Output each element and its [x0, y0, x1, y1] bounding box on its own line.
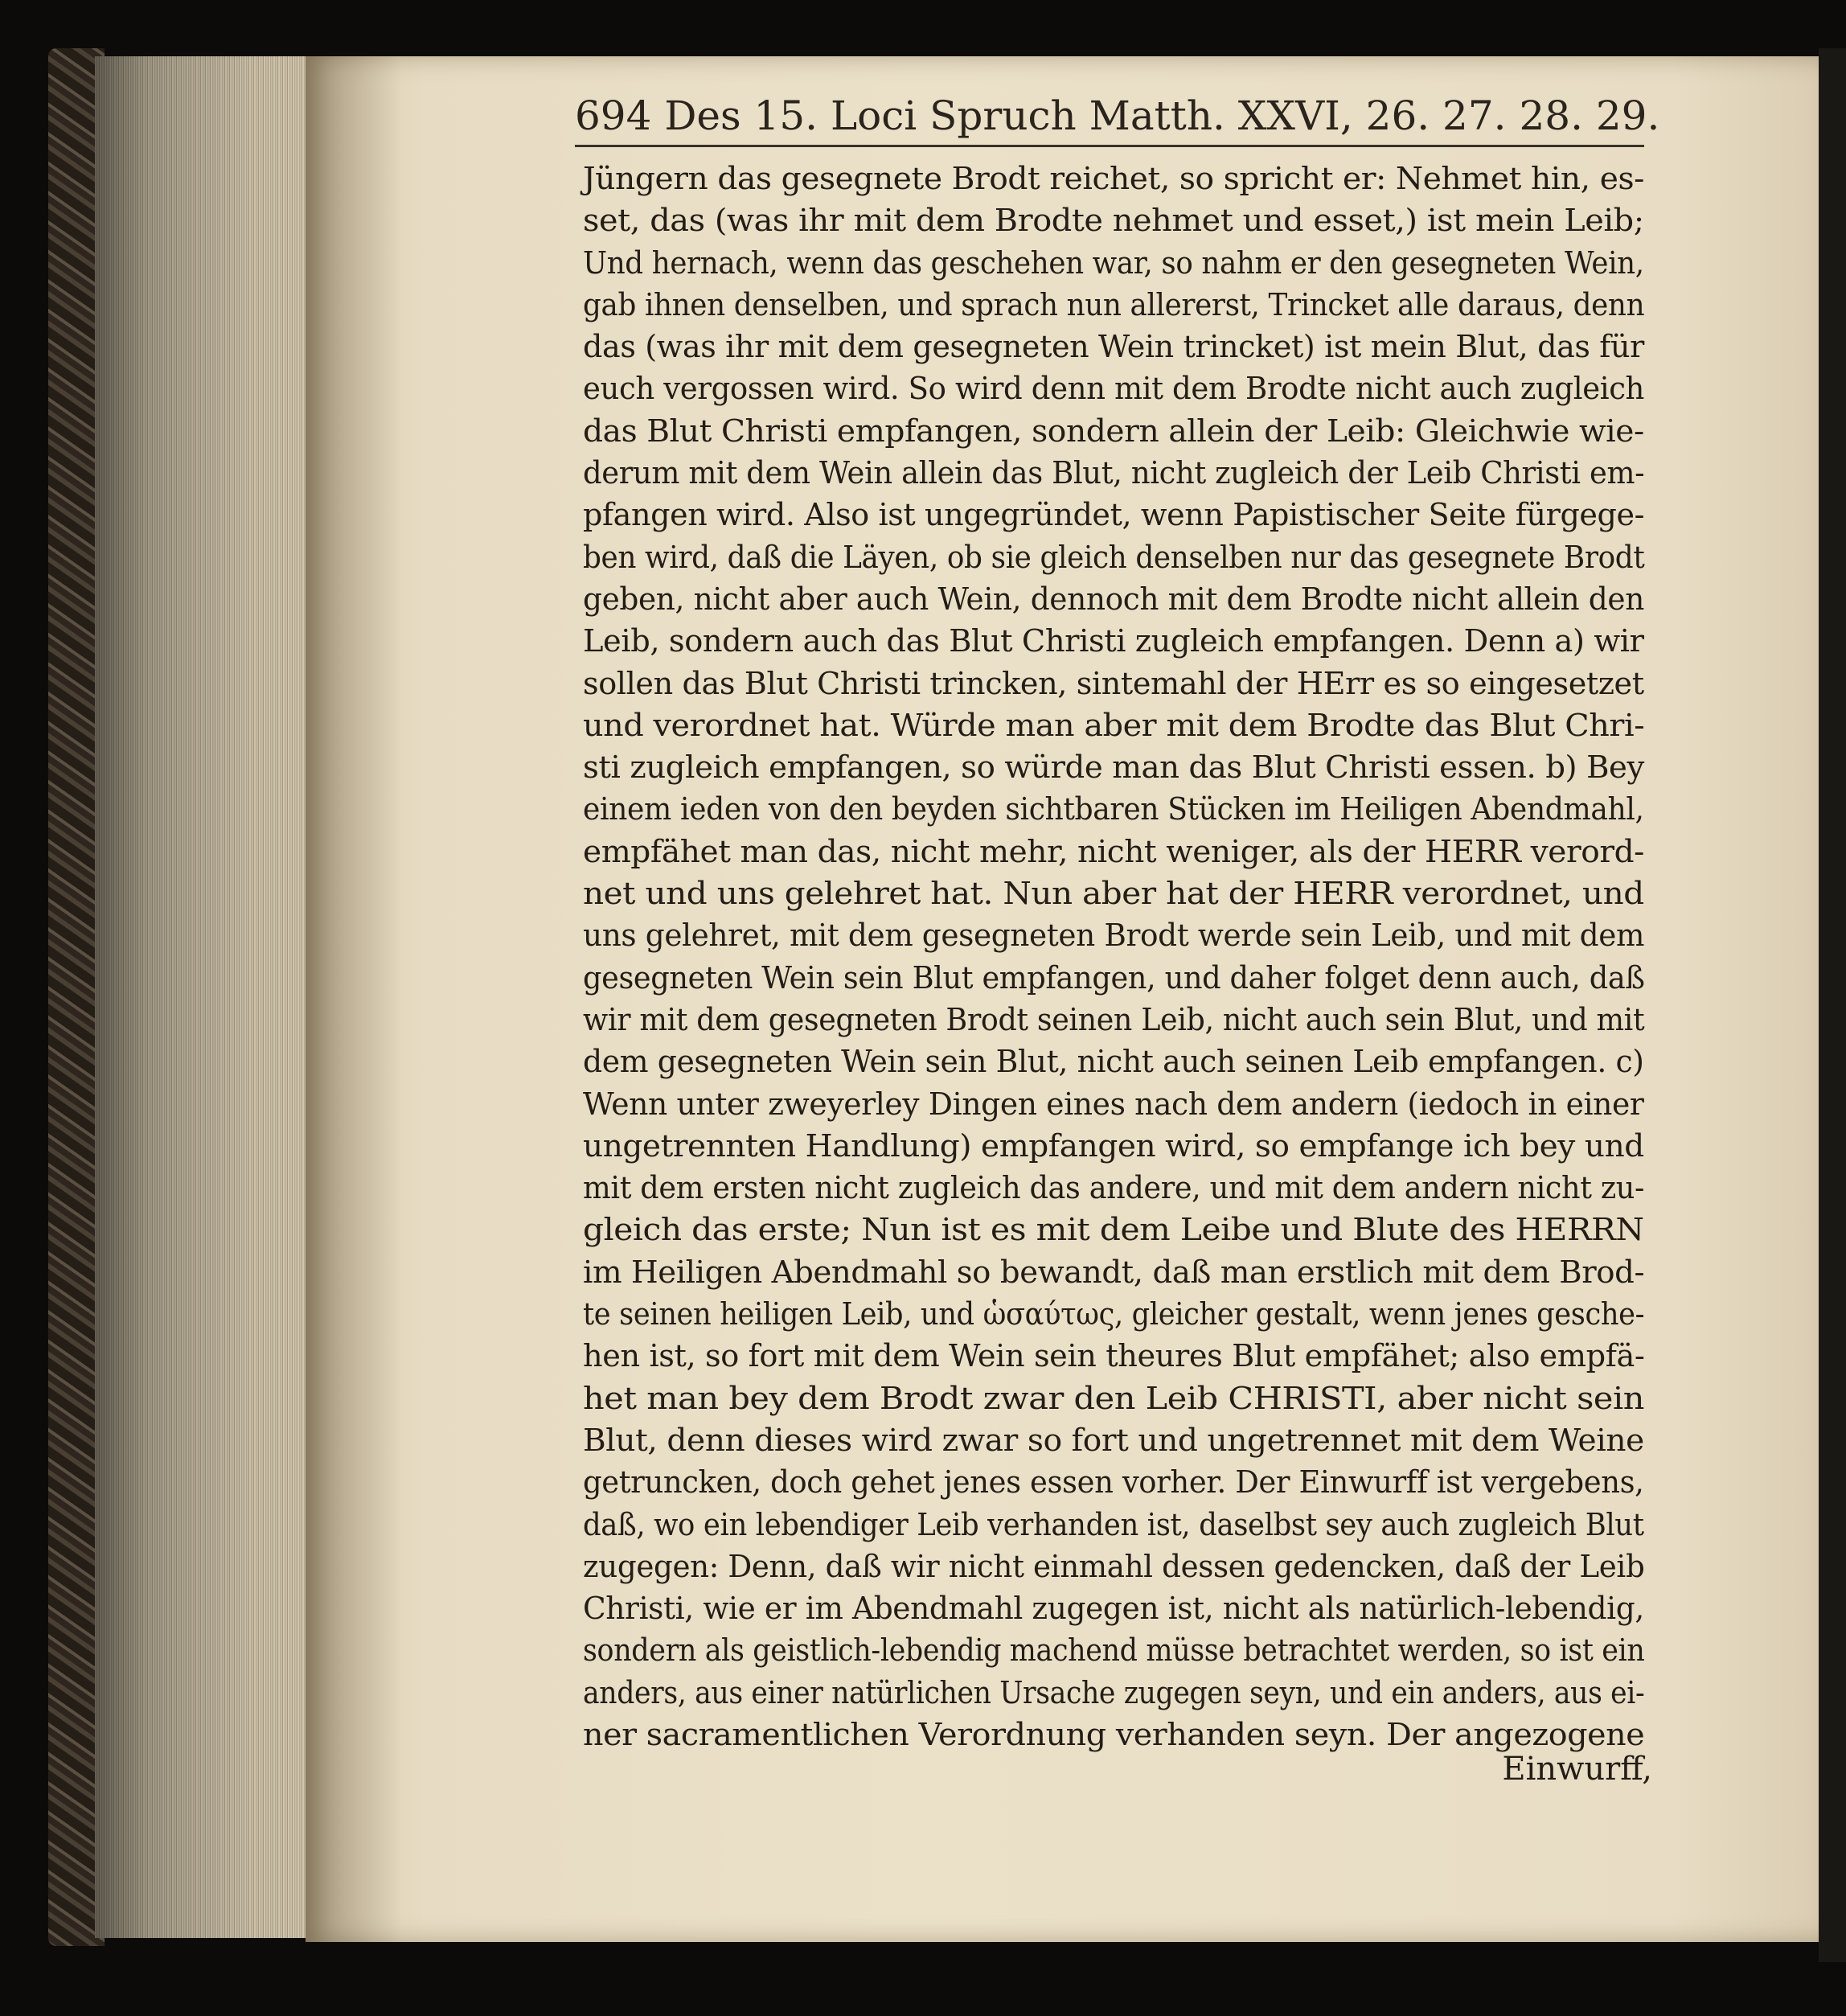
- text-line: getruncken, doch gehet jenes essen vorher. Der Einwurff ist vergebens,: [583, 1464, 1644, 1501]
- text-line: Jüngern das gesegnete Brodt reichet, so spricht er: Nehmet hin, es-: [583, 161, 1644, 196]
- text-line: het man bey dem Brodt zwar den Leib CHRISTI, aber nicht sein: [583, 1380, 1645, 1416]
- text-line: uns gelehret, mit dem gesegneten Brodt werde sein Leib, und mit dem: [583, 918, 1645, 954]
- gutter-shadow: [306, 56, 402, 1942]
- text-line: net und uns gelehret hat. Nun aber hat der HERR verordnet, und: [583, 876, 1644, 912]
- text-line: gesegneten Wein sein Blut empfangen, und daher folget denn auch, daß: [583, 959, 1645, 996]
- catchword: Einwurff,: [1502, 1751, 1652, 1788]
- text-line: ungetrennten Handlung) empfangen wird, so empfange ich bey und: [583, 1127, 1644, 1164]
- text-line: pfangen wird. Also ist ungegründet, wenn Papistischer Seite fürgege-: [583, 497, 1645, 533]
- text-line: geben, nicht aber auch Wein, dennoch mit dem Brodte nicht allein den: [583, 581, 1644, 617]
- text-line: Und hernach, wenn das geschehen war, so nahm er den gesegneten Wein,: [583, 244, 1644, 281]
- text-line: sondern als geistlich-lebendig machend müsse betrachtet werden, so ist ein: [583, 1632, 1645, 1669]
- text-line: sti zugleich empfangen, so würde man das Blut Christi essen. b) Bey: [583, 749, 1644, 786]
- text-line: empfähet man das, nicht mehr, nicht weniger, als der HERR verord-: [583, 833, 1644, 869]
- text-line: euch vergossen wird. So wird denn mit dem Brodte nicht auch zugleich: [583, 371, 1645, 407]
- running-head: 694 Des 15. Loci Spruch Matth. XXVI, 26. 27. 28. 29.: [575, 92, 1660, 139]
- text-line: dem gesegneten Wein sein Blut, nicht auch seinen Leib empfangen. c): [583, 1044, 1644, 1080]
- text-line: zugegen: Denn, daß wir nicht einmahl dessen gedencken, daß der Leib: [583, 1548, 1645, 1584]
- text-line: Christi, wie er im Abendmahl zugegen ist, nicht als natürlich-lebendig,: [583, 1591, 1644, 1627]
- text-line: ben wird, daß die Läyen, ob sie gleich denselben nur das gesegnete Brodt: [583, 539, 1645, 575]
- text-line: das (was ihr mit dem gesegneten Wein trincket) ist mein Blut, das für: [583, 329, 1644, 365]
- header-rule: [575, 145, 1644, 147]
- text-line: gab ihnen denselben, und sprach nun allererst, Trincket alle daraus, denn: [583, 286, 1645, 322]
- text-line: mit dem ersten nicht zugleich das andere, und mit dem andern nicht zu-: [583, 1170, 1644, 1206]
- text-line: anders, aus einer natürlichen Ursache zugegen seyn, und ein anders, aus ei-: [583, 1674, 1645, 1710]
- text-line: Blut, denn dieses wird zwar so fort und ungetrennet mit dem Weine: [583, 1422, 1644, 1458]
- text-line: set, das (was ihr mit dem Brodte nehmet und esset,) ist mein Leib;: [583, 203, 1644, 239]
- body-text: [583, 158, 1652, 1755]
- text-line: hen ist, so fort mit dem Wein sein theures Blut empfähet; also empfä-: [583, 1338, 1645, 1374]
- text-line: das Blut Christi empfangen, sondern allein der Leib: Gleichwie wie-: [583, 413, 1644, 449]
- text-line: sollen das Blut Christi trincken, sintemahl der HErr es so eingesetzet: [583, 665, 1644, 701]
- text-line: wir mit dem gesegneten Brodt seinen Leib, nicht auch sein Blut, und mit: [583, 1001, 1645, 1037]
- text-line: Leib, sondern auch das Blut Christi zugleich empfangen. Denn a) wir: [583, 623, 1644, 659]
- text-line: im Heiligen Abendmahl so bewandt, daß man erstlich mit dem Brod-: [583, 1254, 1645, 1290]
- text-line: einem ieden von den beyden sichtbaren Stücken im Heiligen Abendmahl,: [583, 791, 1644, 827]
- text-line: und verordnet hat. Würde man aber mit dem Brodte das Blut Chri-: [583, 707, 1645, 743]
- text-line: derum mit dem Wein allein das Blut, nicht zugleich der Leib Christi em-: [583, 455, 1645, 491]
- text-line: te seinen heiligen Leib, und ὡσαύτως, gleicher gestalt, wenn jenes gesche-: [583, 1296, 1645, 1332]
- text-line: Wenn unter zweyerley Dingen eines nach dem andern (iedoch in einer: [583, 1086, 1644, 1122]
- text-line: ner sacramentlichen Verordnung verhanden seyn. Der angezogene: [583, 1716, 1645, 1752]
- text-line: daß, wo ein lebendiger Leib verhanden ist, daselbst sey auch zugleich Blut: [583, 1506, 1644, 1542]
- right-border: [1819, 48, 1846, 1962]
- text-line: gleich das erste; Nun ist es mit dem Leibe und Blute des HERRN: [583, 1212, 1644, 1248]
